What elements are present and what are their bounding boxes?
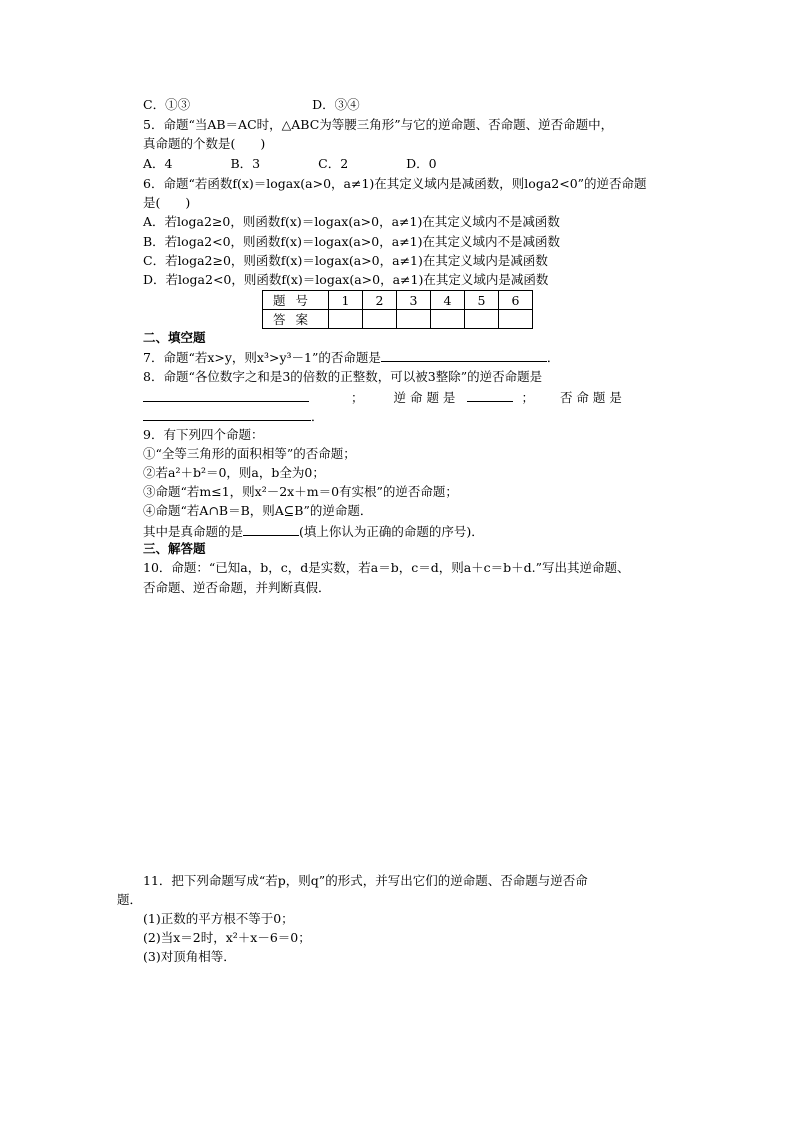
q5-option-b: B．3	[230, 156, 261, 171]
q5-options-row	[143, 156, 437, 172]
q6-option-b: B．若loga2<0，则函数f(x)＝logax(a>0，a≠1)在其定义域内不是减函数	[143, 234, 561, 249]
q8-converse-label: 逆 命 题 是	[393, 390, 456, 405]
q8-negation-blank[interactable]	[143, 408, 311, 421]
answer-table-number: 3	[397, 291, 431, 310]
q4-options-row	[143, 97, 360, 113]
answer-table-number: 2	[363, 291, 397, 310]
q8-semicolon: ；	[521, 390, 534, 405]
q5-option-d: D．0	[406, 156, 437, 171]
q8-converse-blank[interactable]	[467, 389, 513, 402]
q5-option-a: A．4	[143, 156, 173, 171]
answer-cell[interactable]	[431, 310, 465, 329]
q11-statement-3: (3)对顶角相等．	[143, 949, 236, 964]
q11-line2: 题．	[117, 892, 143, 907]
q9-proposition-1: ①“全等三角形的面积相等”的否命题；	[143, 446, 356, 461]
q6-stem-line1: 6．命题“若函数f(x)＝logax(a>0，a≠1)在其定义域内是减函数，则loga2<0”的逆否命题	[143, 176, 647, 191]
answer-table-number: 5	[465, 291, 499, 310]
answer-cell[interactable]	[465, 310, 499, 329]
answer-table-answer-row	[263, 310, 533, 329]
answer-table-number: 4	[431, 291, 465, 310]
q6-option-d: D．若loga2<0，则函数f(x)＝logax(a>0，a≠1)在其定义域内是减函数	[143, 272, 549, 287]
answer-table-number: 6	[499, 291, 533, 310]
q7-line	[143, 349, 559, 366]
q4-option-d: D．③④	[312, 97, 360, 112]
q9-answer-blank[interactable]	[243, 523, 299, 536]
q6-option-a: A．若loga2≥0，则函数f(x)＝logax(a>0，a≠1)在其定义域内不是减函数	[143, 214, 560, 229]
q9-ask-suffix: (填上你认为正确的命题的序号)．	[299, 524, 484, 539]
q9-ask-prefix: 其中是真命题的是	[143, 524, 244, 539]
q7-text: 7．命题“若x>y，则x³>y³－1”的否命题是	[143, 350, 381, 365]
q5-option-c: C．2	[318, 156, 349, 171]
q8-semicolon: ；	[351, 390, 364, 405]
q7-end: ．	[546, 350, 560, 365]
q6-stem-line2: 是( )	[143, 195, 191, 210]
q4-option-c: C．①③	[143, 97, 191, 112]
q9-proposition-3: ③命题“若m≤1，则x²－2x＋m＝0有实根”的逆否命题；	[143, 484, 458, 499]
q11-line1: 11．把下列命题写成“若p，则q”的形式，并写出它们的逆命题、否命题与逆否命	[143, 873, 588, 888]
section-heading-solutions: 三、解答题	[143, 541, 206, 556]
q9-question	[143, 523, 484, 540]
section-heading-fill-in: 二、填空题	[143, 330, 206, 345]
q11-statement-2: (2)当x＝2时，x²＋x－6＝0；	[143, 930, 311, 945]
q8-negation-label: 否 命 题 是	[559, 390, 622, 405]
q8-line1: 8．命题“各位数字之和是3的倍数的正整数，可以被3整除”的逆否命题是	[143, 369, 543, 384]
answer-cell[interactable]	[397, 310, 431, 329]
q9-intro: 9．有下列四个命题：	[143, 427, 264, 442]
answer-table-row1-label: 题号	[263, 291, 329, 310]
q11-statement-1: (1)正数的平方根不等于0；	[143, 911, 294, 926]
q8-line2	[143, 389, 622, 406]
answer-cell[interactable]	[363, 310, 397, 329]
q9-proposition-2: ②若a²＋b²＝0，则a，b全为0；	[143, 465, 325, 480]
q7-answer-blank[interactable]	[381, 349, 547, 362]
answer-cell[interactable]	[329, 310, 363, 329]
answer-cell[interactable]	[499, 310, 533, 329]
q8-line3	[143, 408, 324, 425]
answer-table-number: 1	[329, 291, 363, 310]
q8-end: ．	[311, 409, 324, 424]
answer-table-number-row	[263, 291, 533, 310]
q10-line1: 10．命题：“已知a，b，c，d是实数，若a＝b，c＝d，则a＋c＝b＋d.”写出其逆命题、	[143, 560, 630, 575]
q6-option-c: C．若loga2≥0，则函数f(x)＝logax(a>0，a≠1)在其定义域内是减函数	[143, 253, 548, 268]
q5-stem-line1: 5．命题“当AB＝AC时，△ABC为等腰三角形”与它的逆命题、否命题、逆否命题中，	[143, 117, 614, 132]
answer-table	[262, 290, 533, 329]
q8-contrapositive-blank[interactable]	[143, 389, 309, 402]
answer-table-row2-label: 答案	[263, 310, 329, 329]
q9-proposition-4: ④命题“若A∩B＝B，则A⊆B”的逆命题．	[143, 503, 373, 518]
q5-stem-line2: 真命题的个数是( )	[143, 136, 266, 151]
q10-line2: 否命题、逆否命题，并判断真假．	[143, 580, 331, 595]
